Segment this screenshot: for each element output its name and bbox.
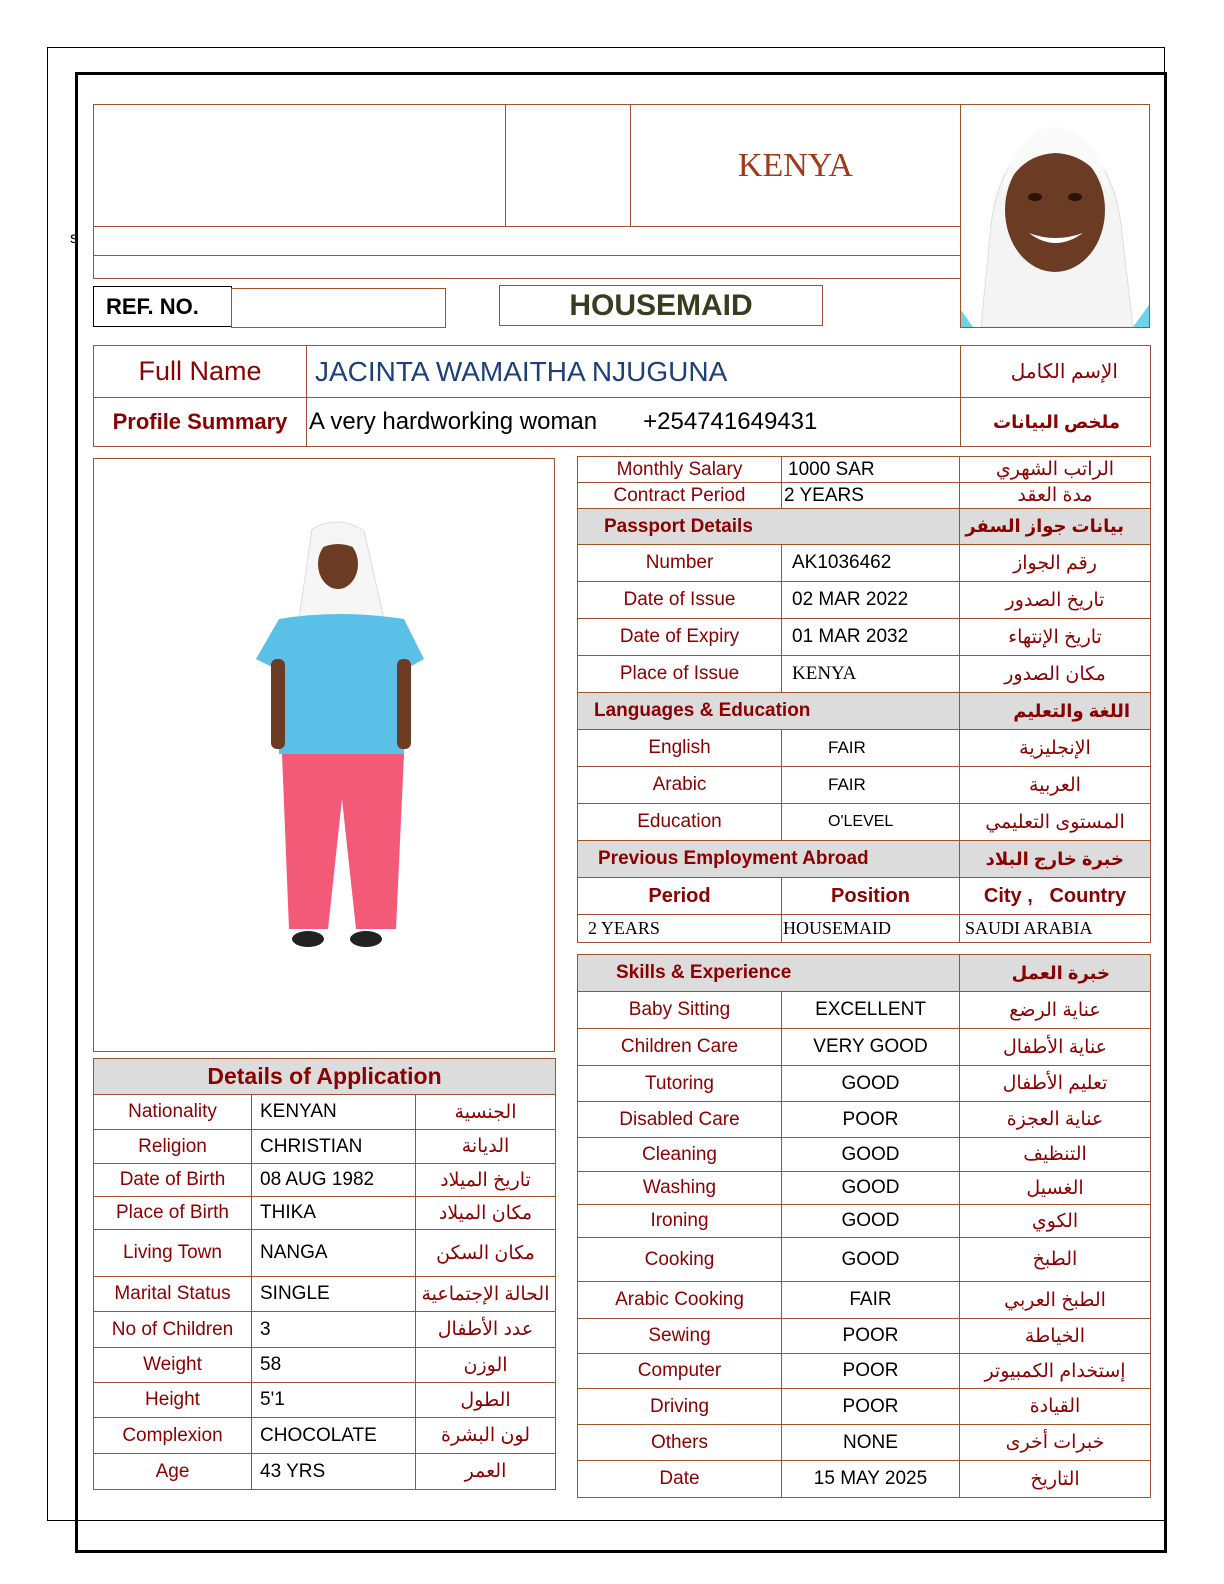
- application-label: Living Town: [94, 1230, 252, 1277]
- skill-row: [578, 1205, 1151, 1238]
- name-table: [93, 345, 1151, 447]
- employment-position: HOUSEMAID: [782, 915, 960, 943]
- application-value: KENYAN: [252, 1095, 416, 1130]
- passport-label: Number: [578, 545, 782, 582]
- skill-arabic: الغسيل: [960, 1172, 1151, 1205]
- application-row: [94, 1418, 556, 1454]
- application-table: [93, 1058, 556, 1490]
- passport-heading: Passport Details: [578, 509, 960, 545]
- full-body-image: [94, 459, 554, 1051]
- profile-summary-arabic: ملخص البيانات: [961, 398, 1151, 447]
- application-label: Height: [94, 1383, 252, 1418]
- skill-row: [578, 1172, 1151, 1205]
- skill-value: POOR: [782, 1102, 960, 1138]
- position-title: HOUSEMAID: [499, 285, 823, 326]
- ref-no-value: [231, 288, 446, 328]
- employment-col-period: Period: [578, 878, 782, 915]
- application-value: SINGLE: [252, 1277, 416, 1312]
- header-blank-middle: [505, 104, 631, 227]
- languages-heading-arabic: اللغة والتعليم: [960, 693, 1151, 730]
- application-arabic: الديانة: [416, 1130, 556, 1164]
- skill-row: [578, 1238, 1151, 1282]
- skill-value: GOOD: [782, 1172, 960, 1205]
- profile-text: A very hardworking woman: [309, 408, 598, 435]
- application-row: [94, 1095, 556, 1130]
- contract-arabic: الراتب الشهري: [960, 457, 1151, 483]
- header-blank-left: [93, 104, 506, 227]
- full-name-label: Full Name: [94, 346, 307, 398]
- skill-label: Washing: [578, 1172, 782, 1205]
- application-value: CHOCOLATE: [252, 1418, 416, 1454]
- application-label: Place of Birth: [94, 1197, 252, 1230]
- profile-summary-label: Profile Summary: [94, 398, 307, 447]
- application-label: Marital Status: [94, 1277, 252, 1312]
- employment-heading: Previous Employment Abroad: [578, 841, 960, 878]
- passport-arabic: مكان الصدور: [960, 656, 1151, 693]
- skill-row: [578, 1138, 1151, 1172]
- details-table: [577, 456, 1151, 1498]
- contract-arabic: مدة العقد: [960, 483, 1151, 509]
- application-row: [94, 1197, 556, 1230]
- skill-value: VERY GOOD: [782, 1029, 960, 1066]
- language-value: FAIR: [782, 767, 960, 804]
- application-row: [94, 1312, 556, 1348]
- skill-label: Baby Sitting: [578, 992, 782, 1029]
- application-row: [94, 1164, 556, 1197]
- passport-row: [578, 582, 1151, 619]
- date-arabic: التاريخ: [960, 1461, 1151, 1498]
- application-row: [94, 1348, 556, 1383]
- language-arabic: العربية: [960, 767, 1151, 804]
- application-row: [94, 1230, 556, 1277]
- skill-arabic: القيادة: [960, 1389, 1151, 1425]
- skill-value: GOOD: [782, 1138, 960, 1172]
- header-blank-row: [93, 226, 961, 256]
- passport-arabic: تاريخ الصدور: [960, 582, 1151, 619]
- application-row: [94, 1383, 556, 1418]
- application-value: 58: [252, 1348, 416, 1383]
- skill-arabic: الطبخ: [960, 1238, 1151, 1282]
- skill-value: GOOD: [782, 1066, 960, 1102]
- skill-row: [578, 992, 1151, 1029]
- passport-label: Place of Issue: [578, 656, 782, 693]
- application-row: [94, 1454, 556, 1490]
- application-row: [94, 1277, 556, 1312]
- skill-label: Tutoring: [578, 1066, 782, 1102]
- language-value: O'LEVEL: [782, 804, 960, 841]
- passport-value: 02 MAR 2022: [782, 582, 960, 619]
- passport-arabic: رقم الجواز: [960, 545, 1151, 582]
- full-body-photo: [93, 458, 555, 1052]
- application-arabic: الجنسية: [416, 1095, 556, 1130]
- skill-row: [578, 1319, 1151, 1354]
- skill-label: Driving: [578, 1389, 782, 1425]
- application-arabic: تاريخ الميلاد: [416, 1164, 556, 1197]
- application-arabic: مكان الميلاد: [416, 1197, 556, 1230]
- passport-row: [578, 656, 1151, 693]
- skill-value: EXCELLENT: [782, 992, 960, 1029]
- language-value: FAIR: [782, 730, 960, 767]
- header-blank-row: [93, 255, 961, 279]
- employment-col-city: City , Country: [960, 878, 1151, 915]
- skill-arabic: التنظيف: [960, 1138, 1151, 1172]
- skill-arabic: خبرات أخرى: [960, 1425, 1151, 1461]
- language-row: [578, 767, 1151, 804]
- application-arabic: الوزن: [416, 1348, 556, 1383]
- skill-value: POOR: [782, 1389, 960, 1425]
- language-arabic: المستوى التعليمي: [960, 804, 1151, 841]
- country-heading: KENYA: [630, 104, 961, 227]
- application-arabic: الطول: [416, 1383, 556, 1418]
- application-value: 3: [252, 1312, 416, 1348]
- skill-arabic: عناية الأطفال: [960, 1029, 1151, 1066]
- skill-label: Arabic Cooking: [578, 1282, 782, 1319]
- skill-value: POOR: [782, 1319, 960, 1354]
- application-value: CHRISTIAN: [252, 1130, 416, 1164]
- skill-row: [578, 1102, 1151, 1138]
- skills-heading: Skills & Experience: [578, 955, 960, 992]
- passport-value: 01 MAR 2032: [782, 619, 960, 656]
- application-value: 08 AUG 1982: [252, 1164, 416, 1197]
- application-label: Nationality: [94, 1095, 252, 1130]
- date-label: Date: [578, 1461, 782, 1498]
- skill-value: NONE: [782, 1425, 960, 1461]
- skill-row: [578, 1461, 1151, 1498]
- languages-heading: Languages & Education: [578, 693, 960, 730]
- skill-arabic: الطبخ العربي: [960, 1282, 1151, 1319]
- passport-value: KENYA: [782, 656, 960, 693]
- skill-row: [578, 1389, 1151, 1425]
- skill-value: GOOD: [782, 1205, 960, 1238]
- language-label: Arabic: [578, 767, 782, 804]
- profile-summary-value: [307, 398, 961, 447]
- application-value: NANGA: [252, 1230, 416, 1277]
- passport-label: Date of Issue: [578, 582, 782, 619]
- stray-mark: s: [70, 230, 78, 247]
- employment-heading-arabic: خبرة خارج البلاد: [960, 841, 1151, 878]
- skill-label: Others: [578, 1425, 782, 1461]
- portrait-image: [961, 105, 1149, 327]
- skills-heading-arabic: خبرة العمل: [960, 955, 1151, 992]
- skill-arabic: تعليم الأطفال: [960, 1066, 1151, 1102]
- language-label: English: [578, 730, 782, 767]
- employment-col-position: Position: [782, 878, 960, 915]
- phone-number: +254741649431: [643, 408, 818, 435]
- language-row: [578, 804, 1151, 841]
- employment-row: [578, 915, 1151, 943]
- skill-row: [578, 1029, 1151, 1066]
- portrait-photo: [960, 104, 1150, 328]
- language-label: Education: [578, 804, 782, 841]
- employment-country: SAUDI ARABIA: [960, 915, 1151, 943]
- application-label: No of Children: [94, 1312, 252, 1348]
- contract-value: 1000 SAR: [782, 457, 960, 483]
- application-arabic: العمر: [416, 1454, 556, 1490]
- language-arabic: الإنجليزية: [960, 730, 1151, 767]
- date-value: 15 MAY 2025: [782, 1461, 960, 1498]
- skill-label: Cooking: [578, 1238, 782, 1282]
- skill-row: [578, 1282, 1151, 1319]
- contract-row: [578, 457, 1151, 483]
- application-arabic: مكان السكن: [416, 1230, 556, 1277]
- passport-row: [578, 619, 1151, 656]
- skill-label: Sewing: [578, 1319, 782, 1354]
- application-label: Complexion: [94, 1418, 252, 1454]
- skill-arabic: عناية الرضع: [960, 992, 1151, 1029]
- ref-no-label: REF. NO.: [93, 286, 232, 327]
- application-value: THIKA: [252, 1197, 416, 1230]
- skill-value: GOOD: [782, 1238, 960, 1282]
- skill-value: FAIR: [782, 1282, 960, 1319]
- application-row: [94, 1130, 556, 1164]
- full-name-arabic: الإسم الكامل: [961, 346, 1151, 398]
- application-arabic: لون البشرة: [416, 1418, 556, 1454]
- skill-label: Children Care: [578, 1029, 782, 1066]
- skill-row: [578, 1354, 1151, 1389]
- skill-label: Disabled Care: [578, 1102, 782, 1138]
- passport-arabic: تاريخ الإنتهاء: [960, 619, 1151, 656]
- passport-heading-arabic: بيانات جواز السفر: [960, 509, 1151, 545]
- application-value: 43 YRS: [252, 1454, 416, 1490]
- skill-value: POOR: [782, 1354, 960, 1389]
- skill-row: [578, 1066, 1151, 1102]
- contract-label: Contract Period: [578, 483, 782, 509]
- language-row: [578, 730, 1151, 767]
- passport-label: Date of Expiry: [578, 619, 782, 656]
- application-heading: Details of Application: [94, 1059, 556, 1095]
- skill-row: [578, 1425, 1151, 1461]
- skill-arabic: الخياطة: [960, 1319, 1151, 1354]
- spacer: [578, 943, 1151, 955]
- full-name-value: JACINTA WAMAITHA NJUGUNA: [307, 346, 961, 398]
- application-label: Weight: [94, 1348, 252, 1383]
- skill-label: Ironing: [578, 1205, 782, 1238]
- application-label: Religion: [94, 1130, 252, 1164]
- employment-period: 2 YEARS: [578, 915, 782, 943]
- skill-arabic: إستخدام الكمبيوتر: [960, 1354, 1151, 1389]
- skill-arabic: الكوي: [960, 1205, 1151, 1238]
- application-label: Age: [94, 1454, 252, 1490]
- contract-label: Monthly Salary: [578, 457, 782, 483]
- application-arabic: الحالة الإجتماعية: [416, 1277, 556, 1312]
- skill-label: Computer: [578, 1354, 782, 1389]
- skill-arabic: عناية العجزة: [960, 1102, 1151, 1138]
- application-arabic: عدد الأطفال: [416, 1312, 556, 1348]
- contract-row: [578, 483, 1151, 509]
- passport-row: [578, 545, 1151, 582]
- passport-value: AK1036462: [782, 545, 960, 582]
- contract-value: 2 YEARS: [782, 483, 960, 509]
- application-value: 5'1: [252, 1383, 416, 1418]
- application-label: Date of Birth: [94, 1164, 252, 1197]
- skill-label: Cleaning: [578, 1138, 782, 1172]
